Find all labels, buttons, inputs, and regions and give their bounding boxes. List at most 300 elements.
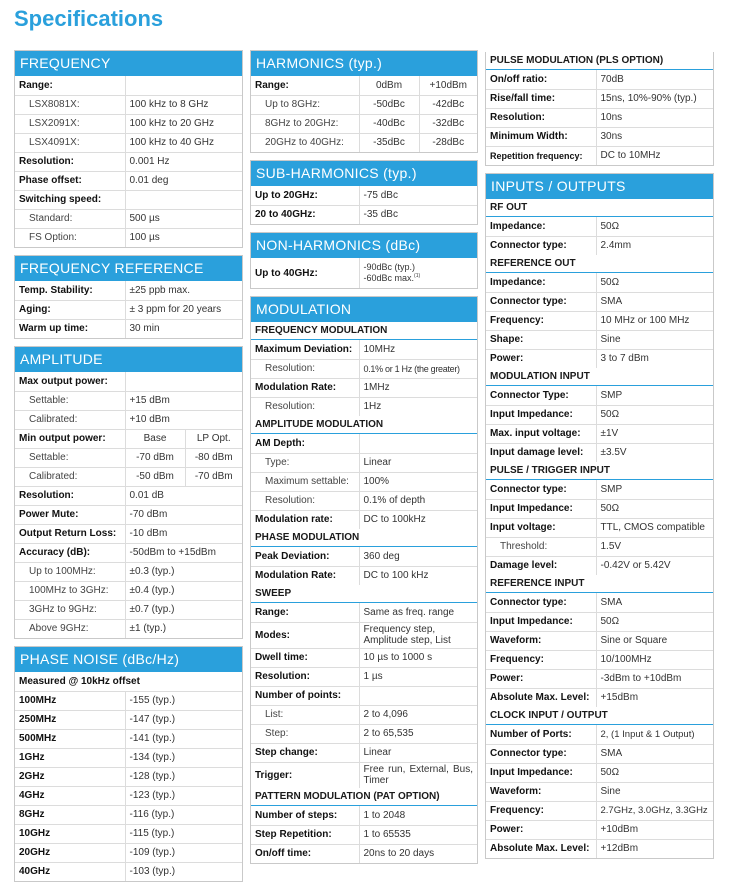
row-value: Linear bbox=[359, 743, 477, 762]
row-value: 3 to 7 dBm bbox=[596, 349, 713, 368]
table-row bbox=[486, 839, 713, 858]
row-label: Step change: bbox=[251, 743, 359, 762]
non-harmonics-value bbox=[359, 258, 477, 288]
row-value: ±0.7 (typ.) bbox=[125, 600, 242, 619]
row-label: Resolution: bbox=[486, 108, 596, 127]
row-label: On/off ratio: bbox=[486, 70, 596, 89]
row-value: 10 µs to 1000 s bbox=[359, 648, 477, 667]
table-row bbox=[15, 672, 242, 691]
col-header: 0dBm bbox=[359, 76, 419, 95]
row-value: 0.1% or 1 Hz (the greater) bbox=[359, 359, 477, 378]
range-label: Range: bbox=[15, 76, 125, 95]
row-value: 100 kHz to 8 GHz bbox=[125, 95, 242, 114]
modulation-input-table bbox=[486, 386, 713, 462]
table-row bbox=[15, 505, 242, 524]
table-row bbox=[486, 443, 713, 462]
row-label: Resolution: bbox=[15, 486, 125, 505]
harmonics-section bbox=[250, 50, 478, 153]
clock-io-table bbox=[486, 725, 713, 858]
table-row bbox=[251, 491, 477, 510]
table-row bbox=[486, 108, 713, 127]
row-label: Min output power: bbox=[15, 429, 125, 448]
row-label: Peak Deviation: bbox=[251, 547, 359, 566]
row-label: Switching speed: bbox=[15, 190, 125, 209]
row-label: Modulation Rate: bbox=[255, 570, 337, 582]
non-harmonics-section bbox=[250, 232, 478, 289]
row-value: 1 to 2048 bbox=[359, 806, 477, 825]
row-value: -80 dBm bbox=[185, 448, 242, 467]
sweep-table bbox=[251, 603, 477, 788]
frequency-table bbox=[15, 76, 242, 247]
row-label: 500MHz bbox=[15, 729, 125, 748]
table-row bbox=[251, 472, 477, 491]
row-label: Maximum Deviation: bbox=[251, 340, 359, 359]
table-row bbox=[15, 619, 242, 638]
table-row bbox=[251, 622, 477, 648]
row-label: Aging: bbox=[15, 300, 125, 319]
row-value: Free run, External, Bus, Timer bbox=[359, 762, 477, 788]
row-label: Step Repetition: bbox=[251, 825, 359, 844]
row-label: Step: bbox=[251, 724, 359, 743]
table-row bbox=[251, 705, 477, 724]
table-row bbox=[15, 524, 242, 543]
frequency-reference-table bbox=[15, 281, 242, 338]
row-value: -0.42V or 5.42V bbox=[596, 556, 713, 575]
row-label: List: bbox=[251, 705, 359, 724]
phase-noise-header: PHASE NOISE (dBc/Hz) bbox=[15, 647, 242, 672]
table-row bbox=[15, 562, 242, 581]
table-row bbox=[251, 76, 477, 95]
table-row bbox=[251, 114, 477, 133]
row-value: -28dBc bbox=[419, 133, 477, 152]
row-label: Connector Type: bbox=[486, 386, 596, 405]
table-row bbox=[15, 543, 242, 562]
table-row bbox=[486, 146, 713, 165]
table-row bbox=[486, 801, 713, 820]
row-value: 100% bbox=[359, 472, 477, 491]
row-value: -147 (typ.) bbox=[125, 710, 242, 729]
row-value: +10dBm bbox=[596, 820, 713, 839]
row-label: 10GHz bbox=[15, 824, 125, 843]
table-row bbox=[251, 340, 477, 359]
row-label: Absolute Max. Level: bbox=[490, 692, 590, 704]
phase-noise-section bbox=[14, 646, 243, 882]
phase-noise-table bbox=[15, 672, 242, 881]
row-value: 2.4mm bbox=[596, 236, 713, 255]
table-row bbox=[486, 650, 713, 669]
row-label: 20GHz to 40GHz: bbox=[265, 137, 344, 149]
row-label: Number of steps: bbox=[251, 806, 359, 825]
row-value: -115 (typ.) bbox=[125, 824, 242, 843]
row-value: 15ns, 10%-90% (typ.) bbox=[596, 89, 713, 108]
table-row bbox=[15, 391, 242, 410]
clock-io-subheader: CLOCK INPUT / OUTPUT bbox=[486, 707, 713, 725]
row-label: Output Return Loss: bbox=[15, 524, 125, 543]
table-row bbox=[251, 547, 477, 566]
row-value: -116 (typ.) bbox=[125, 805, 242, 824]
table-row bbox=[486, 725, 713, 744]
row-label: Repetition frequency: bbox=[490, 150, 583, 161]
table-row bbox=[15, 824, 242, 843]
table-row bbox=[486, 688, 713, 707]
reference-out-table bbox=[486, 273, 713, 368]
row-value: 70dB bbox=[596, 70, 713, 89]
row-label: Settable: bbox=[15, 391, 125, 410]
table-row bbox=[251, 95, 477, 114]
inputs-outputs-header: INPUTS / OUTPUTS bbox=[486, 174, 713, 199]
row-value: +15dBm bbox=[596, 688, 713, 707]
row-value: -109 (typ.) bbox=[125, 843, 242, 862]
table-row bbox=[15, 133, 242, 152]
row-label: Power Mute: bbox=[15, 505, 125, 524]
amplitude-section bbox=[14, 346, 243, 639]
row-value: ±0.3 (typ.) bbox=[125, 562, 242, 581]
page-title: Specifications bbox=[14, 6, 164, 31]
row-value: DC to 100 kHz bbox=[359, 566, 477, 585]
row-label: Connector type: bbox=[490, 240, 567, 252]
row-label: Modulation rate: bbox=[255, 514, 333, 526]
row-value: 1MHz bbox=[359, 378, 477, 397]
row-value: Sine or Square bbox=[596, 631, 713, 650]
row-value: 50Ω bbox=[596, 405, 713, 424]
table-row bbox=[251, 434, 477, 453]
row-label: LSX4091X: bbox=[15, 133, 125, 152]
row-label: 20 to 40GHz: bbox=[255, 209, 316, 221]
table-row bbox=[15, 748, 242, 767]
table-row bbox=[15, 209, 242, 228]
row-value: 0.001 Hz bbox=[125, 152, 242, 171]
row-label: Frequency: bbox=[486, 650, 596, 669]
table-row bbox=[486, 518, 713, 537]
row-value: Frequency step, Amplitude step, List bbox=[359, 622, 477, 648]
row-value: ± 3 ppm for 20 years bbox=[125, 300, 242, 319]
row-label: Absolute Max. Level: bbox=[490, 843, 590, 855]
row-label: Maximum settable: bbox=[251, 472, 359, 491]
row-value: 2, (1 Input & 1 Output) bbox=[596, 725, 713, 744]
row-label: Dwell time: bbox=[251, 648, 359, 667]
row-value: -103 (typ.) bbox=[125, 862, 242, 881]
modulation-header: MODULATION bbox=[251, 297, 477, 322]
col-header: +10dBm bbox=[419, 76, 477, 95]
row-label: Frequency: bbox=[486, 311, 596, 330]
row-label: Number of Ports: bbox=[486, 725, 596, 744]
table-row bbox=[251, 724, 477, 743]
row-label: Power: bbox=[486, 820, 596, 839]
row-label: Input Impedance: bbox=[486, 499, 596, 518]
row-value: 1 to 65535 bbox=[359, 825, 477, 844]
table-row bbox=[486, 537, 713, 556]
table-row bbox=[251, 186, 477, 205]
row-value: -10 dBm bbox=[125, 524, 242, 543]
row-value: -50dBc bbox=[359, 95, 419, 114]
row-value: -35dBc bbox=[359, 133, 419, 152]
reference-input-subheader: REFERENCE INPUT bbox=[486, 575, 713, 593]
row-value: -128 (typ.) bbox=[125, 767, 242, 786]
row-value: -32dBc bbox=[419, 114, 477, 133]
table-row bbox=[486, 782, 713, 801]
row-label: Up to 100MHz: bbox=[15, 562, 125, 581]
table-row bbox=[15, 171, 242, 190]
row-value: -70 dBm bbox=[125, 505, 242, 524]
row-value: ±3.5V bbox=[596, 443, 713, 462]
row-label: Damage level: bbox=[490, 560, 558, 572]
table-row bbox=[486, 820, 713, 839]
modulation-input-subheader: MODULATION INPUT bbox=[486, 368, 713, 386]
row-value: 30 min bbox=[125, 319, 242, 338]
table-row bbox=[486, 127, 713, 146]
row-value: 0.01 deg bbox=[125, 171, 242, 190]
row-label: Warm up time: bbox=[19, 323, 89, 335]
table-row bbox=[15, 467, 242, 486]
row-value: 0.01 dB bbox=[125, 486, 242, 505]
am-subheader: AMPLITUDE MODULATION bbox=[251, 416, 477, 434]
table-row bbox=[15, 300, 242, 319]
row-value: 10 MHz or 100 MHz bbox=[596, 311, 713, 330]
table-row bbox=[486, 593, 713, 612]
row-label: Above 9GHz: bbox=[29, 623, 89, 635]
row-value: 10MHz bbox=[359, 340, 477, 359]
row-value: -141 (typ.) bbox=[125, 729, 242, 748]
table-row bbox=[251, 378, 477, 397]
row-value: DC to 100kHz bbox=[359, 510, 477, 529]
row-value: 50Ω bbox=[596, 273, 713, 292]
sub-harmonics-table bbox=[251, 186, 477, 224]
table-row bbox=[15, 95, 242, 114]
row-value: DC to 10MHz bbox=[596, 146, 713, 165]
frequency-section bbox=[14, 50, 243, 248]
row-label: 20GHz bbox=[15, 843, 125, 862]
row-label: 3GHz to 9GHz: bbox=[15, 600, 125, 619]
table-row bbox=[15, 114, 242, 133]
row-value: Same as freq. range bbox=[359, 603, 477, 622]
table-row bbox=[15, 767, 242, 786]
typ-value: -90dBc (typ.) bbox=[363, 262, 416, 272]
row-label: Connector type: bbox=[486, 292, 596, 311]
inputs-outputs-section bbox=[485, 173, 714, 859]
row-value: ±1 (typ.) bbox=[125, 619, 242, 638]
row-label: Resolution: bbox=[251, 667, 359, 686]
table-row bbox=[486, 349, 713, 368]
row-label: 8GHz to 20GHz: bbox=[251, 114, 359, 133]
row-value: +10 dBm bbox=[125, 410, 242, 429]
row-label: Trigger: bbox=[255, 769, 293, 781]
frequency-reference-section bbox=[14, 255, 243, 339]
table-row bbox=[251, 648, 477, 667]
row-label: Impedance: bbox=[486, 217, 596, 236]
empty-cell bbox=[125, 190, 242, 209]
amplitude-table bbox=[15, 372, 242, 638]
row-label: Up to 8GHz: bbox=[251, 95, 359, 114]
table-row bbox=[251, 510, 477, 529]
row-value: 360 deg bbox=[359, 547, 477, 566]
row-label: 4GHz bbox=[15, 786, 125, 805]
table-row bbox=[486, 763, 713, 782]
rf-out-subheader: RF OUT bbox=[486, 199, 713, 217]
table-row bbox=[251, 825, 477, 844]
table-row bbox=[251, 806, 477, 825]
table-row bbox=[486, 70, 713, 89]
table-row bbox=[15, 410, 242, 429]
table-row bbox=[486, 631, 713, 650]
row-label: Input damage level: bbox=[490, 447, 584, 459]
table-row bbox=[15, 486, 242, 505]
sweep-subheader: SWEEP bbox=[251, 585, 477, 603]
row-label: Impedance: bbox=[486, 273, 596, 292]
empty-cell bbox=[125, 76, 242, 95]
row-label: Connector type: bbox=[486, 480, 596, 499]
table-row bbox=[486, 612, 713, 631]
row-value: -3dBm to +10dBm bbox=[596, 669, 713, 688]
table-row bbox=[15, 372, 242, 391]
row-label: 250MHz bbox=[15, 710, 125, 729]
row-label: Input voltage: bbox=[486, 518, 596, 537]
table-row bbox=[486, 744, 713, 763]
row-label: Modes: bbox=[251, 622, 359, 648]
row-label: 100MHz to 3GHz: bbox=[15, 581, 125, 600]
row-label: Settable: bbox=[15, 448, 125, 467]
frequency-header: FREQUENCY bbox=[15, 51, 242, 76]
frequency-reference-header: FREQUENCY REFERENCE bbox=[15, 256, 242, 281]
reference-out-subheader: REFERENCE OUT bbox=[486, 255, 713, 273]
pulse-modulation-table bbox=[486, 70, 713, 165]
table-row bbox=[15, 729, 242, 748]
row-value: 500 µs bbox=[125, 209, 242, 228]
row-value: 2 to 65,535 bbox=[359, 724, 477, 743]
table-row bbox=[15, 76, 242, 95]
empty-cell bbox=[125, 372, 242, 391]
table-row bbox=[251, 667, 477, 686]
footnote-ref: (1) bbox=[414, 273, 421, 279]
table-row bbox=[486, 236, 713, 255]
row-label: Threshold: bbox=[486, 537, 596, 556]
table-row bbox=[15, 281, 242, 300]
column-middle bbox=[250, 50, 478, 871]
row-value: SMP bbox=[596, 480, 713, 499]
row-value: 10/100MHz bbox=[596, 650, 713, 669]
table-row bbox=[486, 330, 713, 349]
row-value: Sine bbox=[596, 330, 713, 349]
table-row bbox=[486, 311, 713, 330]
row-label: Connector type: bbox=[486, 593, 596, 612]
row-value: Linear bbox=[359, 453, 477, 472]
row-label: LSX8081X: bbox=[15, 95, 125, 114]
row-value: 20ns to 20 days bbox=[359, 844, 477, 863]
sub-harmonics-header: SUB-HARMONICS (typ.) bbox=[251, 161, 477, 186]
row-label: FS Option: bbox=[29, 232, 77, 244]
column-right bbox=[485, 52, 714, 866]
table-row bbox=[251, 762, 477, 788]
table-row bbox=[486, 89, 713, 108]
table-row bbox=[251, 844, 477, 863]
row-label: Type: bbox=[251, 453, 359, 472]
sub-harmonics-section bbox=[250, 160, 478, 225]
row-value: -155 (typ.) bbox=[125, 691, 242, 710]
table-row bbox=[15, 429, 242, 448]
row-label: 8GHz bbox=[15, 805, 125, 824]
row-label: 1GHz bbox=[15, 748, 125, 767]
table-row bbox=[486, 424, 713, 443]
modulation-section bbox=[250, 296, 478, 864]
row-value: SMA bbox=[596, 744, 713, 763]
table-row bbox=[251, 603, 477, 622]
reference-input-table bbox=[486, 593, 713, 707]
row-value: SMA bbox=[596, 292, 713, 311]
row-value: -123 (typ.) bbox=[125, 786, 242, 805]
row-value: -42dBc bbox=[419, 95, 477, 114]
row-label: Input Impedance: bbox=[486, 763, 596, 782]
table-row bbox=[486, 556, 713, 575]
row-label: Range: bbox=[251, 76, 359, 95]
row-value: 1.5V bbox=[596, 537, 713, 556]
row-value: -70 dBm bbox=[185, 467, 242, 486]
table-row bbox=[15, 152, 242, 171]
table-row bbox=[251, 397, 477, 416]
row-value: 100 kHz to 40 GHz bbox=[125, 133, 242, 152]
row-label: Temp. Stability: bbox=[15, 281, 125, 300]
row-label: Resolution: bbox=[251, 491, 359, 510]
row-label: Standard: bbox=[15, 209, 125, 228]
table-row bbox=[251, 258, 477, 288]
row-label: 100MHz bbox=[15, 691, 125, 710]
table-row bbox=[486, 217, 713, 236]
table-row bbox=[15, 786, 242, 805]
pulse-trigger-input-subheader: PULSE / TRIGGER INPUT bbox=[486, 462, 713, 480]
table-row bbox=[15, 862, 242, 881]
pm-subheader: PHASE MODULATION bbox=[251, 529, 477, 547]
table-row bbox=[486, 273, 713, 292]
empty-cell bbox=[359, 434, 477, 453]
non-harmonics-header: NON-HARMONICS (dBc) bbox=[251, 233, 477, 258]
lp-header: LP Opt. bbox=[185, 429, 242, 448]
row-label: Resolution: bbox=[265, 401, 316, 413]
row-value: 50Ω bbox=[596, 763, 713, 782]
harmonics-table bbox=[251, 76, 477, 152]
pulse-modulation-section bbox=[485, 52, 714, 166]
row-label: Input Impedance: bbox=[486, 612, 596, 631]
row-value: 1Hz bbox=[359, 397, 477, 416]
row-label: Number of points: bbox=[251, 686, 359, 705]
row-label: Up to 40GHz: bbox=[255, 267, 318, 279]
non-harmonics-table bbox=[251, 258, 477, 288]
harmonics-header: HARMONICS (typ.) bbox=[251, 51, 477, 76]
table-row bbox=[15, 805, 242, 824]
row-value: SMA bbox=[596, 593, 713, 612]
row-value: 1 µs bbox=[359, 667, 477, 686]
table-row bbox=[15, 319, 242, 338]
row-value: 100 kHz to 20 GHz bbox=[125, 114, 242, 133]
row-value: -40dBc bbox=[359, 114, 419, 133]
row-label: LSX2091X: bbox=[15, 114, 125, 133]
row-label: Resolution: bbox=[251, 359, 359, 378]
table-row bbox=[486, 292, 713, 311]
empty-cell bbox=[359, 686, 477, 705]
table-row bbox=[486, 669, 713, 688]
row-label: Resolution: bbox=[15, 152, 125, 171]
table-row bbox=[251, 205, 477, 224]
row-label: Waveform: bbox=[486, 631, 596, 650]
row-label: Accuracy (dB): bbox=[15, 543, 125, 562]
row-label: Calibrated: bbox=[15, 410, 125, 429]
row-label: Power: bbox=[486, 669, 596, 688]
row-value: -50 dBm bbox=[125, 467, 185, 486]
row-value: ±0.4 (typ.) bbox=[125, 581, 242, 600]
row-value: ±25 ppb max. bbox=[125, 281, 242, 300]
pulse-trigger-input-table bbox=[486, 480, 713, 575]
am-table bbox=[251, 434, 477, 529]
row-value: Sine bbox=[596, 782, 713, 801]
fm-table bbox=[251, 340, 477, 416]
row-label: Rise/fall time: bbox=[486, 89, 596, 108]
